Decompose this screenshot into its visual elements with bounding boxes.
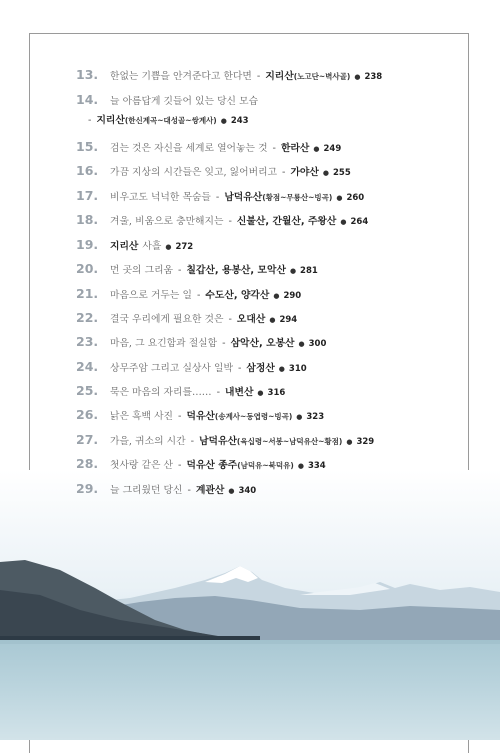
entry-page: 290 — [283, 291, 302, 301]
entry-number: 14. — [76, 92, 99, 107]
entry-place: 계관산 — [195, 485, 225, 496]
mountain-lake-image — [0, 470, 500, 740]
entry-title: 마음, 그 요긴함과 절실함 — [110, 338, 218, 349]
toc-entry[interactable]: 25. 묵은 마음의 자리를…… - 내변산 ● 316 — [76, 383, 286, 398]
entry-page: 255 — [332, 168, 351, 178]
entry-number: 15. — [76, 139, 99, 154]
entry-page: 310 — [288, 364, 307, 374]
entry-title: 사흘 — [142, 241, 162, 252]
entry-number: 13. — [76, 67, 99, 82]
entry-place: 삼정산 — [246, 363, 275, 374]
entry-place: 칠갑산, 용봉산, 모악산 — [186, 265, 286, 276]
entry-page: 272 — [175, 242, 194, 252]
entry-page: 329 — [356, 437, 375, 447]
toc-entry[interactable]: 13. 한없는 기쁨을 안겨준다고 한다면 - 지리산(노고단~벽사골) ● 238 — [76, 67, 383, 82]
entry-page: 334 — [307, 461, 326, 471]
entry-route: (육십령~서봉~남덕유산~황점) — [236, 437, 343, 446]
entry-number: 17. — [76, 188, 99, 203]
entry-number: 28. — [76, 456, 99, 471]
entry-route: (노고단~벽사골) — [293, 72, 351, 81]
toc-entry[interactable]: 18. 겨울, 비움으로 충만해지는 - 신불산, 간월산, 주왕산 ● 264 — [76, 212, 369, 227]
toc-entry[interactable]: 19. 지리산 사흘 ● 272 — [76, 237, 194, 252]
entry-number: 24. — [76, 359, 99, 374]
entry-route: (송계사~동엽령~빙곡) — [214, 412, 293, 421]
entry-place: 수도산, 양각산 — [205, 290, 270, 301]
entry-title: 가끔 지상의 시간들은 잊고, 잃어버리고 — [110, 167, 277, 178]
entry-title: 첫사랑 같은 산 — [110, 460, 174, 471]
entry-number: 19. — [76, 237, 99, 252]
entry-page: 300 — [308, 339, 327, 349]
entry-title: 먼 곳의 그리움 — [110, 265, 174, 276]
toc-entry[interactable]: 26. 낡은 흑백 사진 - 덕유산(송계사~동엽령~빙곡) ● 323 — [76, 407, 325, 422]
entry-title: 한없는 기쁨을 안겨준다고 한다면 — [110, 71, 252, 82]
entry-page: 249 — [323, 144, 342, 154]
toc-entry[interactable] — [76, 89, 258, 109]
entry-number: 23. — [76, 334, 99, 349]
entry-place: 덕유산 — [186, 411, 215, 422]
entry-place: 남덕유산 — [199, 436, 237, 447]
toc-entry[interactable]: 22. 결국 우리에게 필요한 것은 - 오대산 ● 294 — [76, 310, 298, 325]
toc-entry-continuation[interactable]: - 지리산(한신계곡~대성골~쌍계사) ● 243 — [88, 115, 249, 126]
entry-title: 묵은 마음의 자리를…… — [110, 387, 212, 398]
entry-place: 내변산 — [225, 387, 254, 398]
entry-number: 21. — [76, 286, 99, 301]
entry-title: 늘 그리웠던 당신 — [110, 485, 183, 496]
entry-title: 가을, 귀소의 시간 — [110, 436, 186, 447]
toc-entry[interactable]: 20. 먼 곳의 그리움 - 칠갑산, 용봉산, 모악산 ● 281 — [76, 261, 318, 276]
entry-page: 316 — [267, 388, 286, 398]
entry-number: 26. — [76, 407, 99, 422]
entry-title: 낡은 흑백 사진 — [110, 411, 174, 422]
entry-place: 지리산 — [110, 241, 139, 252]
entry-place: 한라산 — [281, 143, 310, 154]
entry-number: 16. — [76, 163, 99, 178]
entry-page: 243 — [230, 116, 249, 126]
entry-title: 늘 아름답게 깃들어 있는 당신 모습 — [110, 96, 259, 107]
toc-entry[interactable]: 15. 검는 것은 자신을 세계로 열어놓는 것 - 한라산 ● 249 — [76, 139, 342, 154]
entry-page: 294 — [279, 315, 298, 325]
toc-entry[interactable]: 21. 마음으로 거두는 일 - 수도산, 양각산 ● 290 — [76, 286, 302, 301]
entry-title: 겨울, 비움으로 충만해지는 — [110, 216, 224, 227]
entry-place: 남덕유산 — [224, 192, 263, 203]
entry-title: 결국 우리에게 필요한 것은 — [110, 314, 224, 325]
entry-place: 지리산 — [96, 115, 125, 126]
entry-page: 281 — [300, 266, 318, 276]
entry-route: (한신계곡~대성골~쌍계사) — [124, 116, 217, 125]
entry-route: (남덕유~북덕유) — [237, 461, 294, 470]
entry-title: 비우고도 넉넉한 목숨들 — [110, 192, 211, 203]
entry-number: 22. — [76, 310, 99, 325]
toc-entry[interactable]: 23. 마음, 그 요긴함과 절실함 - 삼악산, 오봉산 ● 300 — [76, 334, 327, 349]
entry-number: 25. — [76, 383, 99, 398]
entry-title: 검는 것은 자신을 세계로 열어놓는 것 — [110, 143, 268, 154]
entry-page: 323 — [306, 412, 325, 422]
entry-page: 238 — [364, 72, 383, 82]
toc-entry[interactable]: 28. 첫사랑 같은 산 - 덕유산 종주(남덕유~북덕유) ● 334 — [76, 456, 326, 471]
entry-title: 마음으로 거두는 일 — [110, 290, 192, 301]
entry-place: 삼악산, 오봉산 — [230, 338, 295, 349]
toc-entry[interactable]: 24. 상무주암 그리고 실상사 일박 - 삼정산 ● 310 — [76, 359, 307, 374]
entry-place: 덕유산 종주 — [186, 460, 238, 471]
toc-entry[interactable]: 16. 가끔 지상의 시간들은 잊고, 잃어버리고 - 가야산 ● 255 — [76, 163, 351, 178]
entry-page: 340 — [238, 486, 257, 496]
entry-place: 지리산 — [265, 71, 294, 82]
entry-route: (황점~무룡산~빙곡) — [262, 193, 333, 202]
entry-number: 29. — [76, 481, 99, 496]
entry-place: 오대산 — [236, 314, 266, 325]
entry-number: 18. — [76, 212, 99, 227]
toc-entry[interactable]: 17. 비우고도 넉넉한 목숨들 - 남덕유산(황점~무룡산~빙곡) ● 260 — [76, 188, 365, 203]
entry-page: 264 — [350, 217, 369, 227]
entry-place: 가야산 — [290, 167, 319, 178]
entry-place: 신불산, 간월산, 주왕산 — [236, 216, 337, 227]
entry-number: 27. — [76, 432, 99, 447]
toc-entry[interactable]: 27. 가을, 귀소의 시간 - 남덕유산(육십령~서봉~남덕유산~황점) ● 329 — [76, 432, 375, 447]
entry-title: 상무주암 그리고 실상사 일박 — [110, 363, 233, 374]
toc-entry[interactable]: 29. 늘 그리웠던 당신 - 계관산 ● 340 — [76, 481, 257, 496]
entry-number: 20. — [76, 261, 99, 276]
entry-page: 260 — [346, 193, 365, 203]
